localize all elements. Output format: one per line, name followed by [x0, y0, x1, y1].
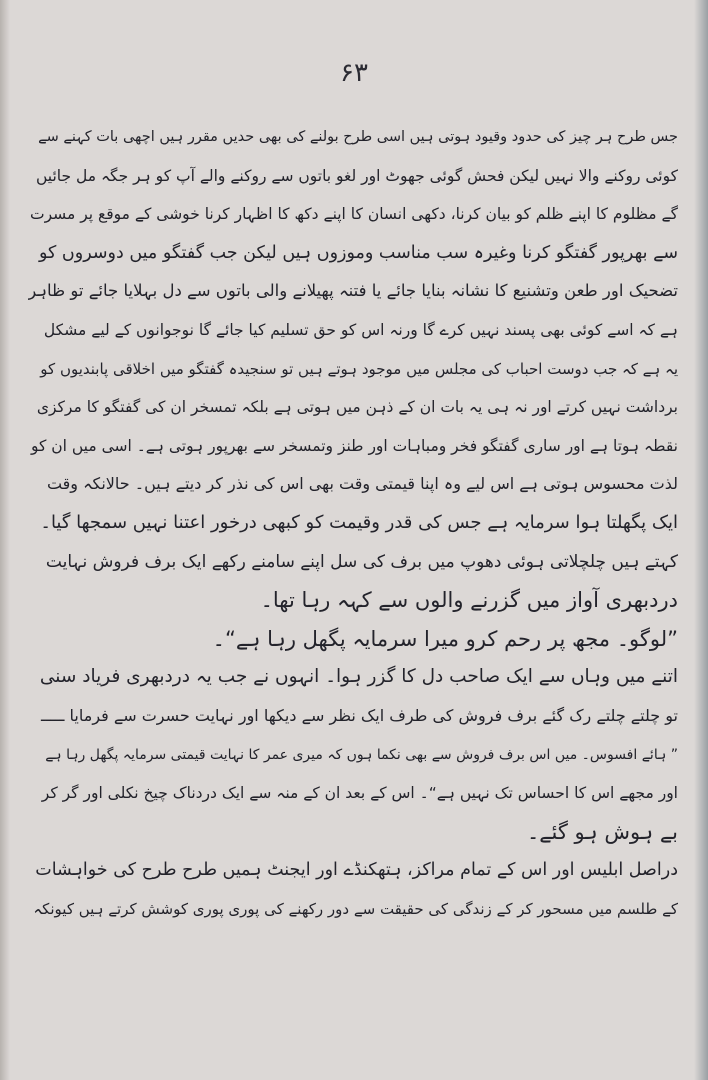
text-line: کوئی روکنے والا نہیں لیکن فحش گوئی جھوٹ اور لغو باتوں سے روکنے والے آپ کو ہر جگہ مل جائیں [35, 166, 678, 185]
text-line: بے ہوش ہو گئے۔ [526, 819, 678, 844]
text-line: سے بھرپور گفتگو کرنا وغیرہ سب مناسب وموزوں ہیں لیکن جب گفتگو میں دوسروں کو [38, 242, 678, 263]
quote-line: ” ہائے افسوس۔ میں اس برف فروش سے بھی نکما ہوں کہ میری عمر کا نہایت قیمتی سرمایہ پگھل رہا ہے [45, 746, 678, 763]
page-binding-edge [0, 0, 10, 1080]
text-line: کہتے ہیں چلچلاتی ہوئی دھوپ میں برف کی سل اپنے سامنے رکھے ایک برف فروش نہایت [45, 551, 678, 572]
body-text [28, 118, 678, 928]
text-line: اور مجھے اس کا احساس تک نہیں ہے“۔ اس کے بعد ان کے منہ سے ایک دردناک چیخ نکلی اور گر کر [41, 784, 678, 803]
text-line: یہ ہے کہ جب دوست احباب کی مجلس میں موجود ہوتے ہیں تو سنجیدہ گفتگو میں اخلاقی پابندیوں کو [40, 359, 678, 378]
text-line: کے طلسم میں مسحور کر کے زندگی کی حقیقت سے دور رکھنے کی پوری پوری کوشش کرتے ہیں کیونکہ [33, 899, 678, 918]
page-number: ۶۳ [340, 58, 368, 88]
page-right-edge [694, 0, 708, 1080]
text-line: تو چلتے چلتے رک گئے برف فروش کی طرف ایک نظر سے دیکھا اور نہایت حسرت سے فرمایا ـــــ [41, 705, 678, 725]
text-line: نقطہ ہوتا ہے اور ساری گفتگو فخر ومباہات اور طنز وتمسخر سے بھرپور ہوتی ہے۔ اسی میں ان کو [30, 436, 678, 455]
text-line: گے مظلوم کا اپنے ظلم کو بیان کرنا، دکھی انسان کا اپنے دکھ کا اظہار کرنا خوشی کے موقع پر مسرت [30, 205, 678, 224]
text-line: دراصل ابلیس اور اس کے تمام مراکز، ہتھکنڈے اور ایجنٹ ہمیں طرح طرح کی خواہشات [35, 860, 678, 881]
quote-line: ”لوگو۔ مجھ پر رحم کرو میرا سرمایہ پگھل رہا ہے“۔ [212, 626, 678, 651]
text-line: تضحیک اور طعن وتشنیع کا نشانہ بنایا جائے یا فتنہ پھیلانے والی باتوں سے دل بہلایا جائے تو ظاہر [28, 281, 678, 301]
text-line: دردبھری آواز میں گزرنے والوں سے کہہ رہا تھا۔ [260, 588, 678, 613]
text-line: ایک پگھلتا ہوا سرمایہ ہے جس کی قدر وقیمت کو کبھی درخور اعتنا نہیں سمجھا گیا۔ [40, 511, 678, 533]
text-line: لذت محسوس ہوتی ہے اس لیے وہ اپنا قیمتی وقت بھی اس کی نذر کر دیتے ہیں۔ حالانکہ وقت [46, 474, 678, 494]
text-line: اتنے میں وہاں سے ایک صاحب دل کا گزر ہوا۔ انہوں نے جب یہ دردبھری فریاد سنی [39, 666, 678, 688]
text-line: جس طرح ہر چیز کی حدود وقیود ہوتی ہیں اسی طرح بولنے کی بھی حدیں مقرر ہیں اچھی بات کہنے سے [38, 129, 678, 145]
text-line: ہے کہ اسے کوئی بھی پسند نہیں کرے گا ورنہ اس کو حق تسلیم کیا جائے گا نوجوانوں کے لیے مشکل [43, 320, 678, 339]
text-line: برداشت نہیں کرتے اور نہ ہی یہ بات ان کے ذہن میں ہوتی ہے بلکہ تمسخر ان کی گفتگو کا مرکزی [36, 398, 678, 417]
